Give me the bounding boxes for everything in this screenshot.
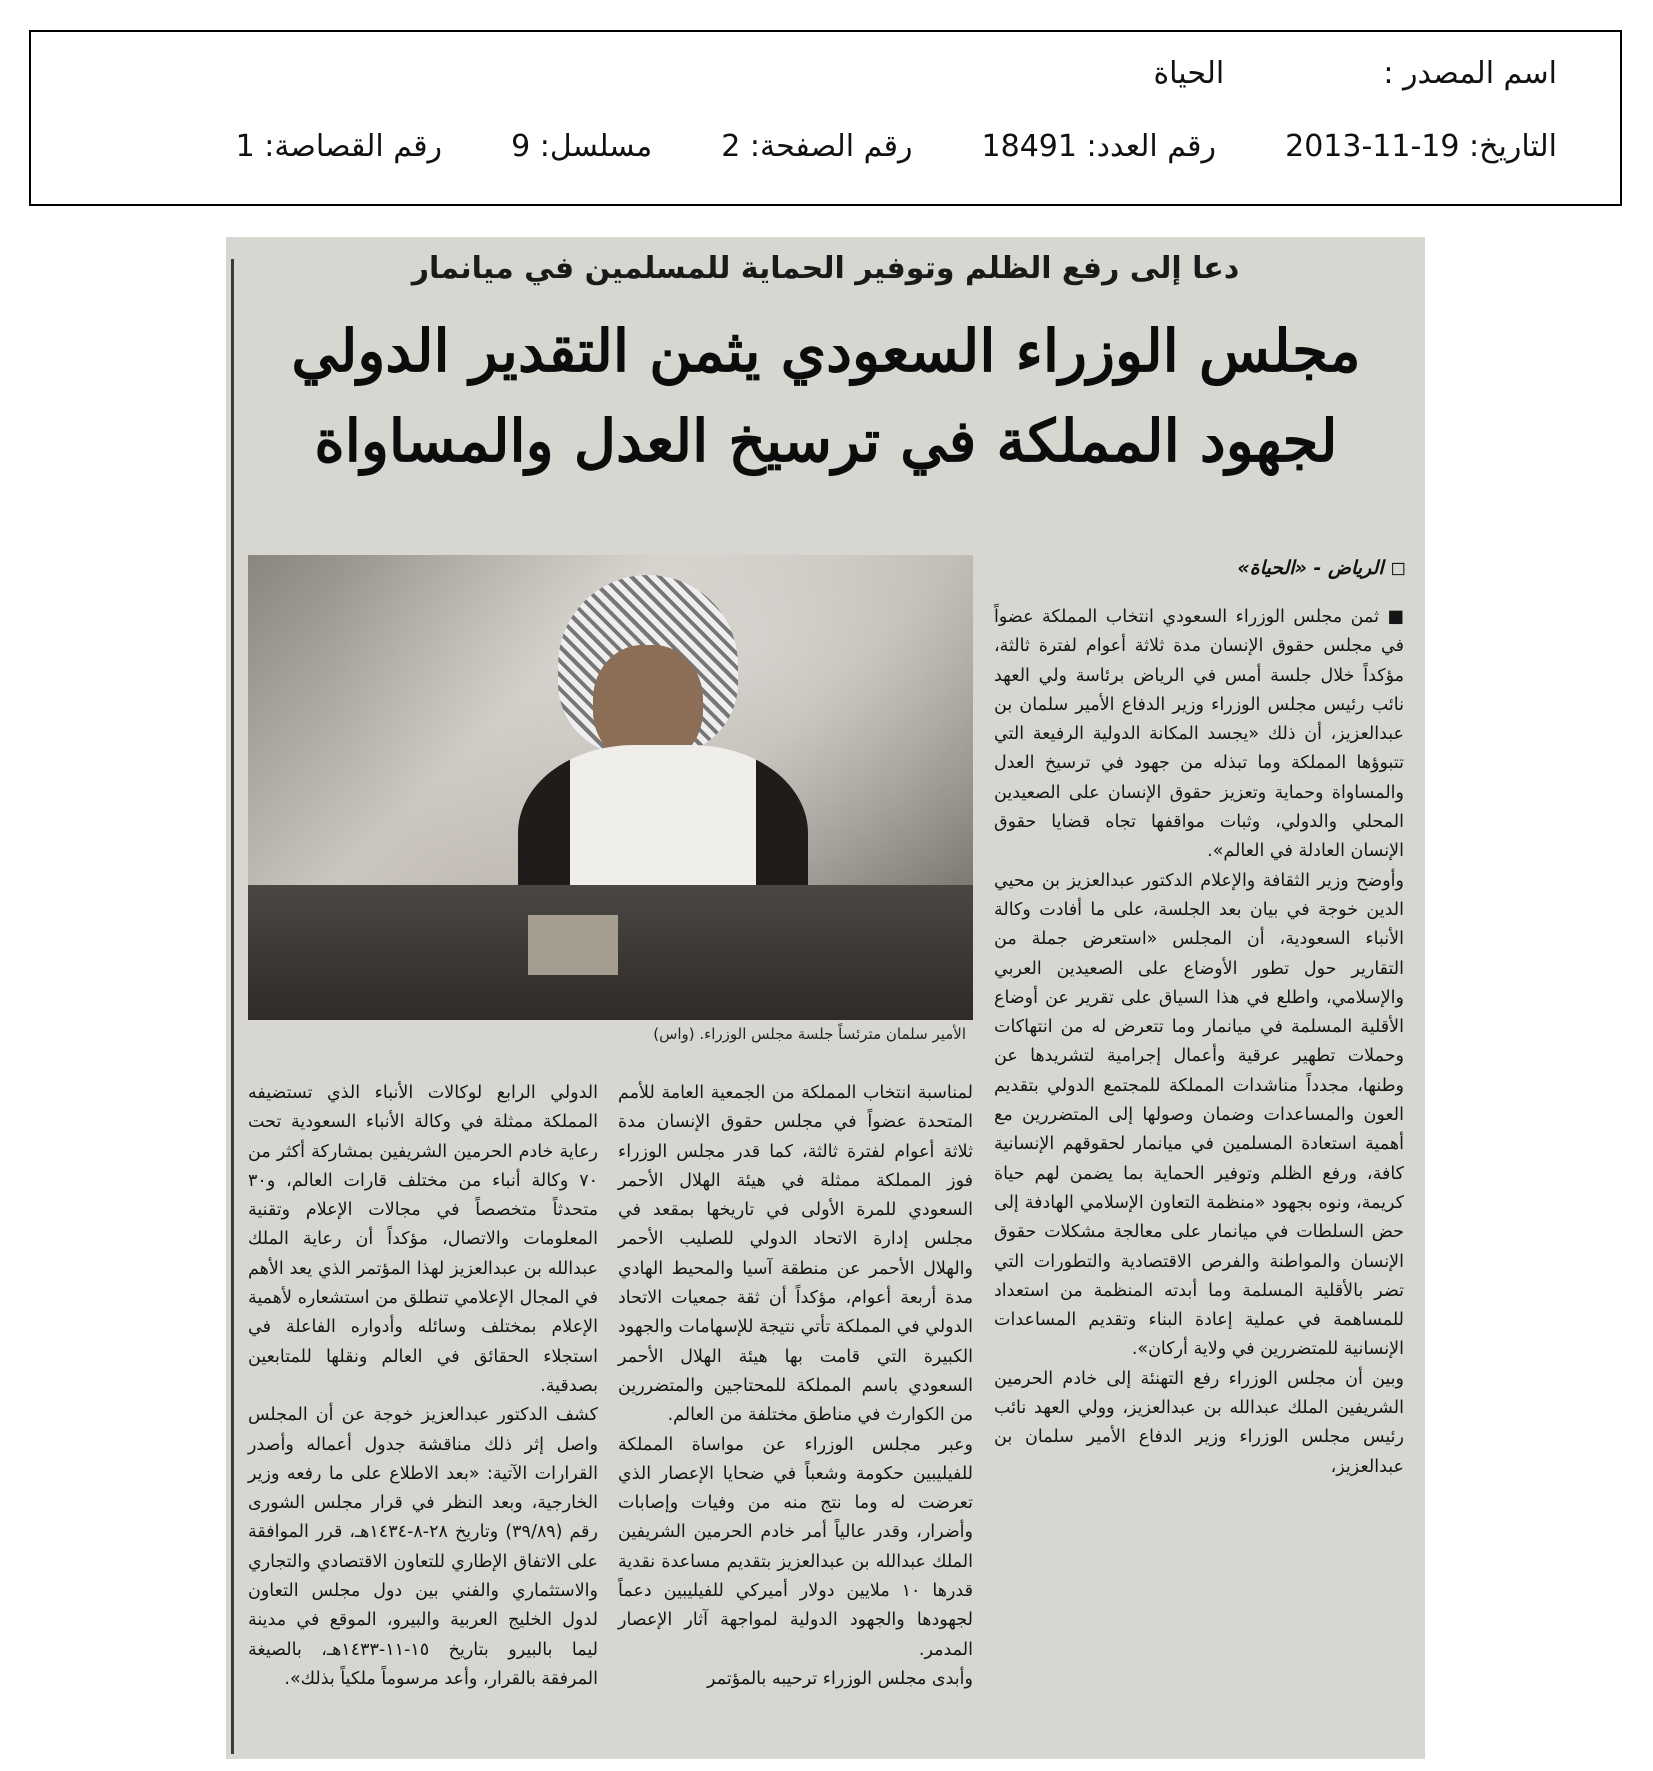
serial-label: مسلسل: — [539, 129, 653, 164]
col3-paragraph-1: الدولي الرابع لوكالات الأنباء الذي تستضيفه المملكة ممثلة في وكالة الأنباء السعودية تحت رعاية خادم الحرمين الشريفين بمشاركة أكثر من ٧٠ وكالة أنباء من مختلف قارات العالم، و٣٠ متحدثاً متخصصاً في مجالات الإعلام وتقنية المعلومات والاتصال، مؤكداً أن رعاية الملك عبدالله بن عبدالعزيز لهذا المؤتمر الذي يعد الأهم في المجال الإعلامي تنطلق من استشعاره لأهمية الإعلام بمختلف وسائله وأدواره الفاعلة في استجلاء الحقائق في العالم ونقلها للمتابعين بصدقية. — [248, 1083, 598, 1396]
clip-value: 1 — [235, 129, 255, 164]
col1-paragraph-1: ■ ثمن مجلس الوزراء السعودي انتخاب المملكة عضواً في مجلس حقوق الإنسان مدة ثلاثة أعوام لفترة ثالثة، مؤكداً خلال جلسة أمس في الرياض برئاسة ولي العهد نائب رئيس مجلس الوزراء وزير الدفاع الأمير سلمان بن عبدالعزيز، أن ذلك «يجسد المكانة الدولية الرفيعة التي تتبوؤها المملكة وما تبذله من جهود في ترسيخ العدل والمساواة وحماية وتعزيز حقوق الإنسان على الصعيدين المحلي والدولي، وثبات مواقفها تجاه قضايا حقوق الإنسان العادلة في العالم». — [994, 607, 1404, 862]
column-rule — [231, 259, 234, 1754]
page-value: 2 — [721, 129, 741, 164]
newspaper-clipping — [226, 237, 1425, 1759]
col1-paragraph-2: وأوضح وزير الثقافة والإعلام الدكتور عبدالعزيز بن محيي الدين خوجة في بيان بعد الجلسة، على ما أفادت وكالة الأنباء السعودية، أن المجلس «استعرض جملة من التقارير حول تطور الأوضاع على الصعيدين العربي والإسلامي، واطلع في هذا السياق على تقرير عن أوضاع الأقلية المسلمة في ميانمار وما تتعرض له من انتهاكات وحملات تطهير عرقية وأعمال إجرامية لتشريدها عن وطنها، مجدداً مناشدات المملكة للمجتمع الدولي بتقديم العون والمساعدات وضمان وصولها إلى المتضررين مع أهمية استعادة المسلمين في ميانمار لحقوقهم الإنسانية كافة، ورفع الظلم وتوفير الحماية بما يضمن لهم حياة كريمة، ونوه بجهود «منظمة التعاون الإسلامي الهادفة إلى حض السلطات في ميانمار على معالجة مشكلات حقوق الإنسان والمواطنة والفرص الاقتصادية والتطورات التي تضر بالأقلية المسلمة وما أبدته المنظمة من استعداد للمساهمة في عملية إعادة البناء وتقديم المساعدات الإنسانية للمتضررين في ولاية أركان». — [994, 870, 1404, 1360]
desk-item-shape — [528, 915, 618, 975]
details-row — [236, 129, 1557, 164]
article-column-1 — [994, 603, 1404, 1753]
serial-value: 9 — [511, 129, 531, 164]
col3-paragraph-2: كشف الدكتور عبدالعزيز خوجة عن أن المجلس واصل إثر ذلك مناقشة جدول أعماله وأصدر القرارات الآتية: «بعد الاطلاع على ما رفعه وزير الخارجية، وبعد النظر في قرار مجلس الشورى رقم (٣٩/٨٩) وتاريخ ٢٨-٨-١٤٣٤هـ، قرر الموافقة على الاتفاق الإطاري للتعاون الاقتصادي والتجاري والاستثماري والفني بين دول مجلس التعاون لدول الخليج العربية والبيرو، الموقع في مدينة ليما بالبيرو بتاريخ ١٥-١١-١٤٣٣هـ، بالصيغة المرفقة بالقرار، وأعد مرسوماً ملكياً بذلك». — [248, 1405, 598, 1689]
clip-label: رقم القصاصة: — [264, 129, 443, 164]
issue-value: 18491 — [981, 129, 1077, 164]
col2-paragraph-2: وعبر مجلس الوزراء عن مواساة المملكة للفيليبين حكومة وشعباً في ضحايا الإعصار الذي تعرضت له وما نتج منه من وفيات وإصابات وأضرار، وقدر عالياً أمر خادم الحرمين الشريفين الملك عبدالله بن عبدالعزيز بتقديم مساعدة نقدية قدرها ١٠ ملايين دولار أميركي للفيليبين دعماً لجهودها والجهود الدولية لمواجهة آثار الإعصار المدمر. — [618, 1434, 973, 1660]
dateline: ◻ الرياض - «الحياة» — [1237, 557, 1406, 579]
date-label: التاريخ: — [1469, 129, 1557, 164]
col1-paragraph-3: وبين أن مجلس الوزراء رفع التهنئة إلى خادم الحرمين الشريفين الملك عبدالله بن عبدالعزيز، وولي العهد نائب رئيس مجلس الوزراء وزير الدفاع الأمير سلمان بن عبدالعزيز، — [994, 1368, 1404, 1477]
page-label: رقم الصفحة: — [749, 129, 913, 164]
source-row — [1153, 56, 1557, 91]
date-value: 2013-11-19 — [1285, 129, 1460, 164]
metadata-box — [29, 30, 1622, 206]
issue-label: رقم العدد: — [1086, 129, 1217, 164]
headline-line-1: مجلس الوزراء السعودي يثمن التقدير الدولي — [291, 317, 1361, 385]
article-column-3 — [248, 1079, 598, 1759]
headline-line-2: لجهود المملكة في ترسيخ العدل والمساواة — [314, 407, 1338, 475]
col2-paragraph-1: لمناسبة انتخاب المملكة من الجمعية العامة للأمم المتحدة عضواً في مجلس حقوق الإنسان مدة ثلاثة أعوام لفترة ثالثة، كما قدر مجلس الوزراء فوز المملكة ممثلة في هيئة الهلال الأحمر السعودي للمرة الأولى في تاريخها بمقعد في مجلس إدارة الاتحاد الدولي للصليب الأحمر والهلال الأحمر عن منطقة آسيا والمحيط الهادي مدة أربعة أعوام، مؤكداً أن ثقة جمعيات الاتحاد الدولي في المملكة تأتي نتيجة للإسهامات والجهود الكبيرة التي قامت بها هيئة الهلال الأحمر السعودي باسم المملكة للمحتاجين والمتضررين من الكوارث في مناطق مختلفة من العالم. — [618, 1083, 973, 1426]
source-label: اسم المصدر : — [1383, 56, 1557, 91]
photo-caption: الأمير سلمان مترئساً جلسة مجلس الوزراء. (واس) — [653, 1025, 966, 1043]
col2-paragraph-3: وأبدى مجلس الوزراء ترحيبه بالمؤتمر — [707, 1668, 973, 1689]
article-kicker: دعا إلى رفع الظلم وتوفير الحماية للمسلمين في ميانمار — [411, 251, 1240, 286]
article-photo — [248, 555, 973, 1020]
source-value: الحياة — [1153, 56, 1225, 91]
article-column-2 — [618, 1079, 973, 1759]
